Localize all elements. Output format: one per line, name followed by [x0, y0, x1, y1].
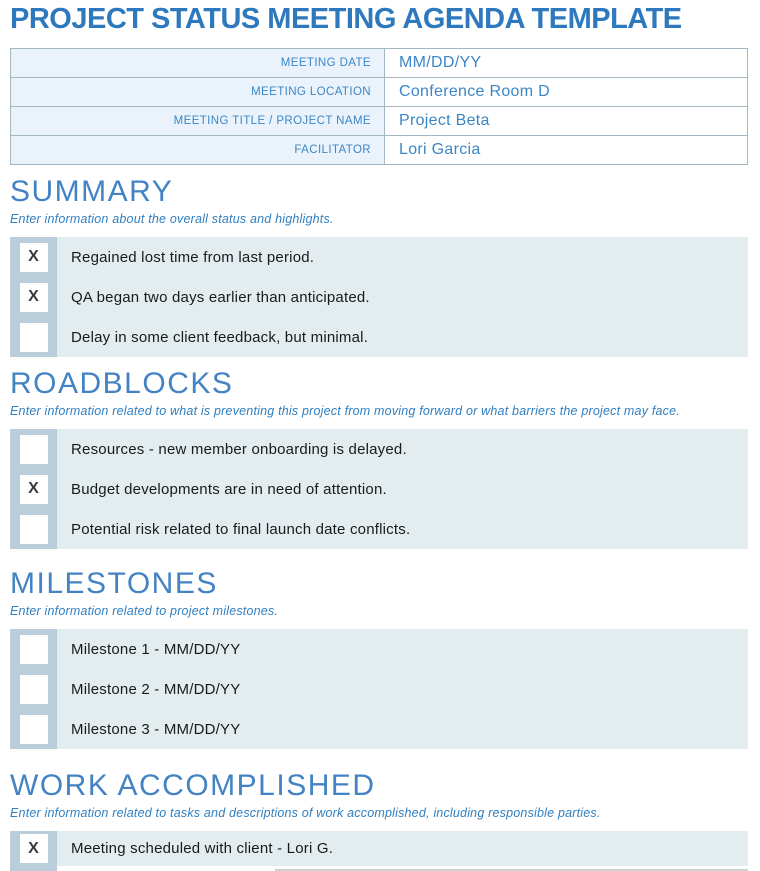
checkbox[interactable] [20, 675, 48, 704]
checkbox-column-cell [10, 317, 57, 357]
checkbox-column-cell [10, 469, 57, 509]
checkbox-column-cell [10, 429, 57, 469]
cutoff-next-row [10, 866, 748, 871]
checkbox-column-cell [10, 629, 57, 669]
checklist-item-text: Budget developments are in need of attention. [57, 469, 748, 509]
page-title: PROJECT STATUS MEETING AGENDA TEMPLATE [10, 3, 682, 35]
checkbox[interactable]: X [20, 243, 48, 272]
checklist-item-text: Milestone 3 - MM/DD/YY [57, 709, 748, 749]
checkbox[interactable]: X [20, 283, 48, 312]
section-heading: SUMMARY [10, 175, 174, 208]
checkbox[interactable] [20, 715, 48, 744]
section-subtitle: Enter information related to tasks and descriptions of work accomplished, including responsible parties. [10, 806, 601, 820]
checklist-row [10, 317, 748, 357]
checklist-row [10, 629, 748, 669]
info-table-row [10, 78, 748, 107]
checklist-row [10, 469, 748, 509]
checklist-row [10, 709, 748, 749]
checklist-row [10, 509, 748, 549]
checkbox-column-cell [10, 277, 57, 317]
checklist-row [10, 429, 748, 469]
checklist-item-text: Milestone 2 - MM/DD/YY [57, 669, 748, 709]
section-checklist [10, 629, 748, 749]
info-row-value[interactable]: Project Beta [385, 107, 747, 135]
info-row-value[interactable]: Conference Room D [385, 78, 747, 106]
checklist-item-text: Milestone 1 - MM/DD/YY [57, 629, 748, 669]
section-checklist [10, 429, 748, 549]
checklist-row [10, 831, 748, 866]
section-checklist [10, 831, 748, 866]
checklist-item-text: Potential risk related to final launch date conflicts. [57, 509, 748, 549]
checklist-item-text: Delay in some client feedback, but minimal. [57, 317, 748, 357]
info-table-row [10, 49, 748, 78]
checklist-row [10, 277, 748, 317]
checkbox[interactable] [20, 323, 48, 352]
agenda-section [10, 567, 748, 749]
checklist-item-text: Meeting scheduled with client - Lori G. [57, 831, 748, 866]
agenda-section [10, 175, 748, 357]
checkbox-column-cell [10, 709, 57, 749]
checkbox[interactable]: X [20, 834, 48, 863]
checkbox-column-cell [10, 509, 57, 549]
meeting-info-table [10, 48, 748, 165]
info-table-row [10, 107, 748, 136]
cutoff-checkbox-column [10, 866, 57, 871]
info-row-label: FACILITATOR [11, 136, 385, 164]
info-row-value[interactable]: Lori Garcia [385, 136, 747, 164]
checkbox[interactable] [20, 635, 48, 664]
info-row-label: MEETING LOCATION [11, 78, 385, 106]
section-checklist [10, 237, 748, 357]
section-heading: WORK ACCOMPLISHED [10, 769, 376, 802]
section-subtitle: Enter information related to project milestones. [10, 604, 279, 618]
section-subtitle: Enter information related to what is preventing this project from moving forward or what barriers the project may face. [10, 404, 680, 418]
section-heading: MILESTONES [10, 567, 218, 600]
agenda-section [10, 769, 748, 866]
checkbox-column-cell [10, 831, 57, 866]
checkbox[interactable]: X [20, 475, 48, 504]
checkbox[interactable] [20, 515, 48, 544]
checklist-row [10, 237, 748, 277]
checklist-item-text: QA began two days earlier than anticipated. [57, 277, 748, 317]
checkbox-column-cell [10, 237, 57, 277]
info-table-row [10, 136, 748, 165]
info-row-label: MEETING DATE [11, 49, 385, 77]
checklist-row [10, 669, 748, 709]
checkbox-column-cell [10, 669, 57, 709]
section-subtitle: Enter information about the overall status and highlights. [10, 212, 334, 226]
checklist-item-text: Resources - new member onboarding is delayed. [57, 429, 748, 469]
info-row-label: MEETING TITLE / PROJECT NAME [11, 107, 385, 135]
section-heading: ROADBLOCKS [10, 367, 234, 400]
checkbox[interactable] [20, 435, 48, 464]
agenda-section [10, 367, 748, 549]
info-row-value[interactable]: MM/DD/YY [385, 49, 747, 77]
checklist-item-text: Regained lost time from last period. [57, 237, 748, 277]
